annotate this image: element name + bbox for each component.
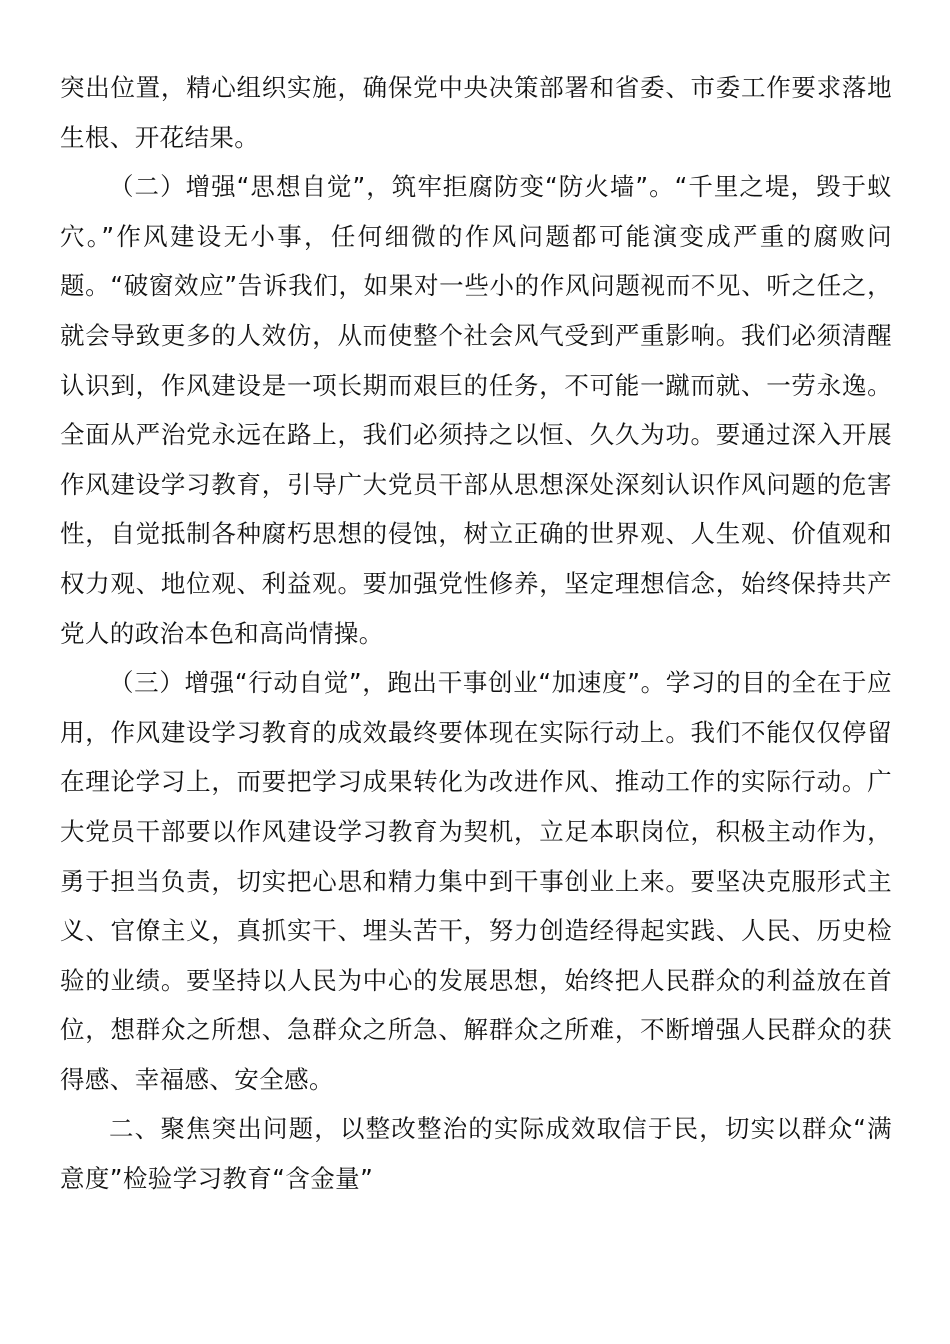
- paragraph-continuation: 突出位置，精心组织实施，确保党中央决策部署和省委、市委工作要求落地生根、开花结果。: [60, 73, 892, 152]
- paragraph-thought-consciousness: （二）增强“思想自觉”，筑牢拒腐防变“防火墙”。“千里之堤，毁于蚁穴。”作风建设无小事，任何细微的作风问题都可能演变成严重的腐败问题。“破窗效应”告诉我们，如果对一些小的作风问题视而不见、听之任之，就会导致更多的人效仿，从而使整个社会风气受到严重影响。我们必须清醒认识到，作风建设是一项长期而艰巨的任务，不可能一蹴而就、一劳永逸。全面从严治党永远在路上，我们必须持之以恒、久久为功。要通过深入开展作风建设学习教育，引导广大党员干部从思想深处深刻认识作风问题的危害性，自觉抵制各种腐朽思想的侵蚀，树立正确的世界观、人生观、价值观和权力观、地位观、利益观。要加强党性修养，坚定理想信念，始终保持共产党人的政治本色和高尚情操。: [60, 172, 892, 648]
- paragraph-action-consciousness: （三）增强“行动自觉”，跑出干事创业“加速度”。学习的目的全在于应用，作风建设学习教育的成效最终要体现在实际行动上。我们不能仅仅停留在理论学习上，而要把学习成果转化为改进作风、推动工作的实际行动。广大党员干部要以作风建设学习教育为契机，立足本职岗位，积极主动作为，勇于担当负责，切实把心思和精力集中到干事创业上来。要坚决克服形式主义、官僚主义，真抓实干、埋头苦干，努力创造经得起实践、人民、历史检验的业绩。要坚持以人民为中心的发展思想，始终把人民群众的利益放在首位，想群众之所想、急群众之所急、解群众之所难，不断增强人民群众的获得感、幸福感、安全感。: [60, 668, 892, 1094]
- section-heading-two: 二、聚焦突出问题，以整改整治的实际成效取信于民，切实以群众“满意度”检验学习教育“含金量”: [60, 1114, 892, 1194]
- document-page: [60, 63, 892, 1204]
